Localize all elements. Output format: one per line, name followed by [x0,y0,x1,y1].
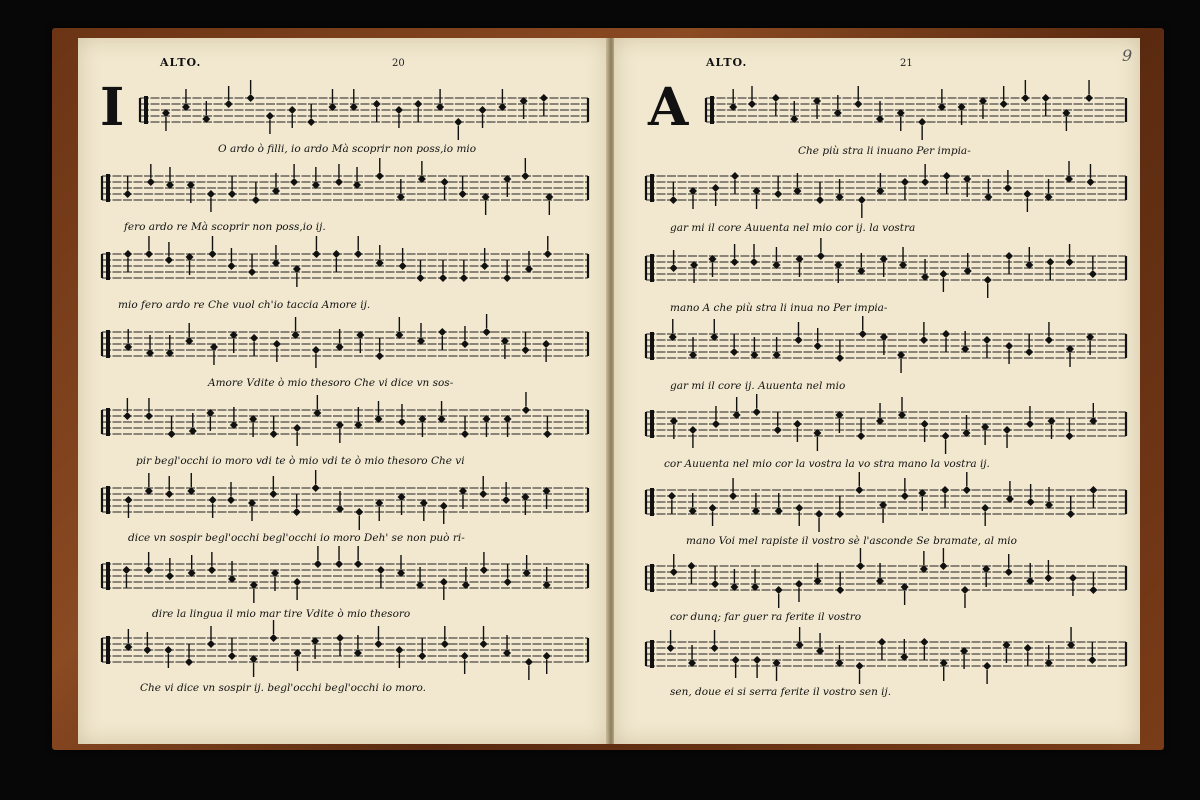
note-head [460,274,468,282]
note-head [483,328,491,336]
note-head [775,586,783,594]
note-head [1005,568,1013,576]
note-head [901,178,909,186]
note-head [961,586,969,594]
note-head [166,572,174,580]
note-head [290,178,298,186]
note-head [248,268,256,276]
note-head [1026,420,1034,428]
music-staff [140,90,588,130]
staff-graphic [140,90,588,130]
note-head [354,560,362,568]
note-head [943,172,951,180]
note-head [207,640,215,648]
clef-icon [144,96,148,124]
note-head [918,118,926,126]
note-head [1004,184,1012,192]
note-head [1066,258,1074,266]
note-head [307,118,315,126]
note-head [143,646,151,654]
note-head [395,646,403,654]
lyric-line: cor Auuenta nel mio cor la vostra la vo stra mano la vostra ij. [664,458,990,470]
clef-icon [650,174,654,202]
note-head [398,418,406,426]
note-head [395,106,403,114]
note-head [542,340,550,348]
note-head [355,508,363,516]
music-staff [102,402,588,442]
note-head [147,178,155,186]
note-head [314,560,322,568]
note-head [1089,586,1097,594]
note-head [921,178,929,186]
note-head [459,190,467,198]
clef-icon [106,636,110,664]
note-head [855,486,863,494]
note-head [377,566,385,574]
staff-graphic [646,404,1126,444]
note-head [208,566,216,574]
note-head [124,250,132,258]
note-head [461,652,469,660]
note-head [981,504,989,512]
note-head [854,100,862,108]
note-head [856,662,864,670]
clef-icon [106,562,110,590]
note-head [689,426,697,434]
note-head [667,644,675,652]
note-head [225,100,233,108]
clef-icon [106,330,110,358]
staff-graphic [646,168,1126,208]
note-head [124,496,132,504]
staff-graphic [102,402,588,442]
note-head [836,586,844,594]
note-head [731,172,739,180]
note-head [1027,498,1035,506]
staff-graphic [102,480,588,520]
music-staff [102,246,588,286]
lyric-line: gar mi il core ij. Auuenta nel mio [670,380,846,392]
note-head [288,106,296,114]
staff-graphic [646,248,1126,288]
note-head [228,190,236,198]
note-head [165,256,173,264]
note-head [293,424,301,432]
note-head [732,656,740,664]
note-head [293,508,301,516]
staff-graphic [102,630,588,670]
note-head [165,490,173,498]
note-head [185,658,193,666]
lyric-line: mano Voi mel rapiste il vostro sè l'asconde Se bramate, al mio [686,535,1017,547]
note-head [794,336,802,344]
music-staff [646,404,1126,444]
note-head [227,262,235,270]
note-head [1045,336,1053,344]
note-head [145,412,153,420]
note-head [1005,252,1013,260]
note-head [774,190,782,198]
note-head [502,496,510,504]
staff-graphic [646,482,1126,522]
note-head [856,562,864,570]
note-head [247,94,255,102]
note-head [145,566,153,574]
note-head [438,328,446,336]
note-head [269,490,277,498]
note-head [753,656,761,664]
note-head [753,408,761,416]
note-head [983,662,991,670]
note-head [544,250,552,258]
note-head [312,484,320,492]
lyric-line: dice vn sospir begl'occhi begl'occhi io moro Deh' se non può ri- [128,532,465,544]
note-head [1046,258,1054,266]
note-head [1000,100,1008,108]
music-staff [646,482,1126,522]
note-head [730,348,738,356]
lyric-line: gar mi il core Auuenta nel mio cor ij. la vostra [670,222,916,234]
note-head [1086,178,1094,186]
note-head [521,172,529,180]
note-head [312,346,320,354]
staff-graphic [646,634,1126,674]
music-staff [102,480,588,520]
clef-icon [106,408,110,436]
note-head [1069,574,1077,582]
note-head [1065,432,1073,440]
note-head [374,640,382,648]
note-head [208,250,216,258]
note-head [939,270,947,278]
note-head [270,430,278,438]
note-head [266,112,274,120]
note-head [793,420,801,428]
note-head [376,172,384,180]
note-head [332,250,340,258]
note-head [416,274,424,282]
note-head [1088,656,1096,664]
clef-icon [710,96,714,124]
note-head [227,496,235,504]
note-head [859,330,867,338]
music-staff [706,90,1126,130]
note-head [1023,190,1031,198]
note-head [670,568,678,576]
staff-graphic [646,558,1126,598]
staff-graphic [646,326,1126,366]
staff-graphic [102,324,588,364]
note-head [920,336,928,344]
note-head [479,106,487,114]
note-head [441,640,449,648]
note-head [1021,94,1029,102]
note-head [123,412,131,420]
voice-header: ALTO. [160,56,202,69]
note-head [836,510,844,518]
note-head [1024,644,1032,652]
note-head [440,502,448,510]
note-head [376,352,384,360]
music-staff [646,326,1126,366]
lyric-line: pir begl'occhi io moro vdi te ò mio vdi te ò mio thesoro Che vi [136,455,465,467]
note-head [921,420,929,428]
clef-icon [650,564,654,592]
note-head [731,258,739,266]
note-head [522,406,530,414]
left-page [78,38,608,744]
note-head [461,340,469,348]
note-head [440,578,448,586]
note-head [858,196,866,204]
note-head [503,274,511,282]
note-head [750,258,758,266]
clef-icon [650,410,654,438]
note-head [354,250,362,258]
lyric-line: mano A che più stra li inua no Per impia- [670,302,888,314]
note-head [1067,510,1075,518]
clef-icon [650,640,654,668]
note-head [543,430,551,438]
note-head [815,510,823,518]
note-head [480,640,488,648]
music-staff [102,556,588,596]
note-head [729,492,737,500]
note-head [795,504,803,512]
lyric-line: sen, doue ei si serra ferite il vostro sen ij. [670,686,892,698]
note-head [522,346,530,354]
clef-icon [650,488,654,516]
note-head [774,426,782,434]
folio-number: 9 [1122,46,1133,65]
note-head [668,492,676,500]
page-number: 20 [392,58,405,69]
note-head [504,578,512,586]
note-head [270,634,278,642]
note-head [942,330,950,338]
note-head [312,250,320,258]
note-head [795,580,803,588]
note-head [901,492,909,500]
note-head [963,486,971,494]
note-head [1089,486,1097,494]
note-head [525,658,533,666]
note-head [543,652,551,660]
note-head [252,196,260,204]
note-head [479,490,487,498]
note-head [1042,94,1050,102]
note-head [857,432,865,440]
note-head [817,252,825,260]
note-head [209,496,217,504]
staff-graphic [102,556,588,596]
note-head [711,644,719,652]
note-head [712,184,720,192]
note-head [164,646,172,654]
page-number: 21 [900,58,913,69]
note-head [207,190,215,198]
note-head [1089,270,1097,278]
note-head [399,262,407,270]
note-head [250,334,258,342]
clef-icon [650,332,654,360]
note-head [439,274,447,282]
clef-icon [106,252,110,280]
note-head [1025,348,1033,356]
lyric-line: fero ardo re Mà scoprir non poss,io ij. [124,221,326,233]
note-head [748,100,756,108]
note-head [711,580,719,588]
clef-icon [106,486,110,514]
music-staff [646,558,1126,598]
staff-graphic [102,168,588,208]
lyric-line: Amore Vdite ò mio thesoro Che vi dice vn sos- [208,377,454,389]
note-head [1005,342,1013,350]
note-head [878,638,886,646]
lyric-line: cor dunq; far guer ra ferite il vostro [670,611,862,623]
clef-icon [106,174,110,202]
right-page [614,38,1140,744]
lyric-line: O ardo ò filli, io ardo Mà scoprir non poss,io mio [218,143,477,155]
note-head [373,100,381,108]
note-head [983,336,991,344]
note-head [941,486,949,494]
note-head [461,430,469,438]
note-head [441,178,449,186]
note-head [335,178,343,186]
note-head [540,94,548,102]
voice-header: ALTO. [706,56,748,69]
music-staff [102,630,588,670]
staff-graphic [706,90,1126,130]
initial-letter: I [100,77,125,138]
note-head [168,430,176,438]
lyric-line: Che più stra li inuano Per impia- [798,145,971,157]
note-head [670,264,678,272]
note-head [669,196,677,204]
staff-graphic [102,246,588,286]
note-head [418,652,426,660]
note-head [939,562,947,570]
note-head [836,354,844,362]
note-head [293,578,301,586]
note-head [122,566,130,574]
note-head [920,638,928,646]
note-head [1003,426,1011,434]
note-head [273,340,281,348]
note-head [145,250,153,258]
note-head [687,562,695,570]
lyric-line: mio fero ardo re Che vuol ch'io taccia Amore ij. [118,299,371,311]
note-head [816,196,824,204]
music-staff [102,324,588,364]
note-head [454,118,462,126]
lyric-line: Che vi dice vn sospir ij. begl'occhi begl'occhi io moro. [140,682,427,694]
note-head [335,560,343,568]
note-head [414,100,422,108]
note-head [712,420,720,428]
note-head [336,634,344,642]
music-staff [646,168,1126,208]
note-head [1085,94,1093,102]
note-head [481,262,489,270]
note-head [814,342,822,350]
note-head [480,566,488,574]
lyric-line: dire la lingua il mio mar tire Vdite ò mio thesoro [152,608,411,620]
note-head [709,504,717,512]
initial-letter: A [648,77,689,138]
note-head [124,190,132,198]
note-head [1044,574,1052,582]
note-head [772,94,780,102]
music-staff [646,248,1126,288]
note-head [984,276,992,284]
note-head [942,432,950,440]
music-staff [646,634,1126,674]
note-head [228,652,236,660]
clef-icon [650,254,654,282]
music-staff [102,168,588,208]
